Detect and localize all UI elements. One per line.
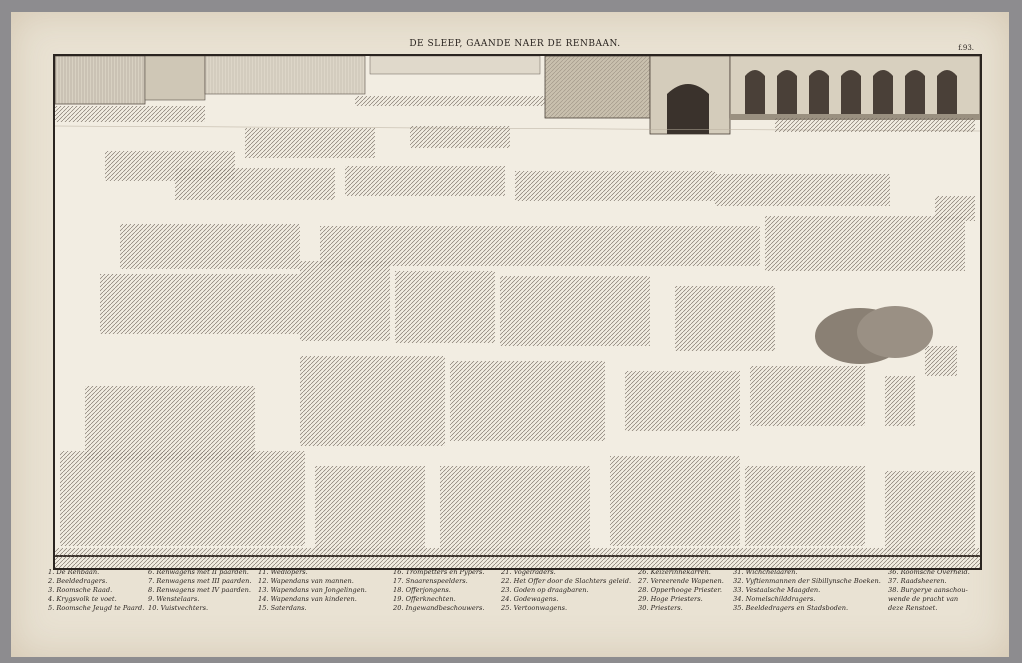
legend-column-1 [48,568,144,613]
legend-entry: 16. Trompetters en Pypers. [393,568,485,576]
print-title: DE SLEEP, GAANDE NAER DE RENBAAN. [409,39,621,49]
engraving-plate [53,54,982,570]
legend-column-6 [638,568,724,613]
legend-column-7 [733,568,881,613]
legend-entry: 36. Roomsche Overheid. [888,568,970,576]
legend-entry: 18. Offerjongens. [393,586,451,594]
legend-entry: 26. Keizerinnekarren. [638,568,711,576]
legend-entry: 20. Ingewandbeschouwers. [393,604,485,612]
legend-entry: 1. De Renbaan. [48,568,100,576]
legend-entry: 5. Roomsche Jeugd te Paard. [48,604,145,612]
legend-entry: 15. Saterdans. [258,604,307,612]
legend-entry: 23. Goden op draagbaren. [501,586,589,594]
legend-entry: 12. Wapendans van mannen. [258,577,354,585]
legend-entry: 13. Wapendans van Jongelingen. [258,586,367,594]
legend-entry: 27. Vereerende Wapenen. [638,577,724,585]
legend [48,568,988,648]
legend-entry: 9. Wenstelaars. [148,595,200,603]
legend-entry: 10. Vuistvechters. [148,604,209,612]
legend-entry: 19. Offerknechten. [393,595,456,603]
legend-entry: 21. Vogelraders. [501,568,556,576]
legend-entry: 7. Renwagens met III paarden. [148,577,252,585]
legend-entry: 37. Raadsheeren. [888,577,947,585]
legend-entry: 3. Roomsche Raad. [48,586,113,594]
legend-entry: 33. Vestaalsche Maagden. [733,586,821,594]
legend-entry: 31. Wichchelaaren. [733,568,798,576]
legend-entry: 34. Nomelschilddragers. [733,595,816,603]
page-number: f.93. [958,44,974,52]
legend-entry: 25. Vertoonwagens. [501,604,568,612]
legend-entry: 4. Krygsvolk te voet. [48,595,117,603]
legend-column-4 [393,568,484,613]
legend-column-5 [501,568,631,613]
legend-entry: 8. Renwagens met IV paarden. [148,586,251,594]
engraving-illustration [55,56,980,568]
legend-entry: 14. Wapendans van kinderen. [258,595,357,603]
legend-column-2 [148,568,251,613]
legend-entry: wende de pracht van [888,595,959,603]
legend-entry: deze Renstoet. [888,604,938,612]
legend-entry: 17. Snaarenspeelders. [393,577,468,585]
legend-entry: 28. Opperhooge Priester. [638,586,722,594]
legend-entry: 24. Godewagens. [501,595,559,603]
legend-entry: 30. Priesters. [638,604,683,612]
legend-entry: 29. Hoge Priesters. [638,595,703,603]
legend-entry: 32. Vyftienmannen der Sibillynsche Boeken. [733,577,881,585]
legend-entry: 11. Wedlopers. [258,568,308,576]
legend-column-8 [888,568,970,613]
legend-entry: 38. Burgerye aanschou- [888,586,968,594]
legend-column-3 [258,568,367,613]
legend-entry: 2. Beeldedragers. [48,577,108,585]
legend-entry: 35. Beeldedragers en Stadsboden. [733,604,849,612]
legend-entry: 22. Het Offer door de Slachters geleid. [501,577,632,585]
legend-entry: 6. Renwagens met II paarden. [148,568,249,576]
